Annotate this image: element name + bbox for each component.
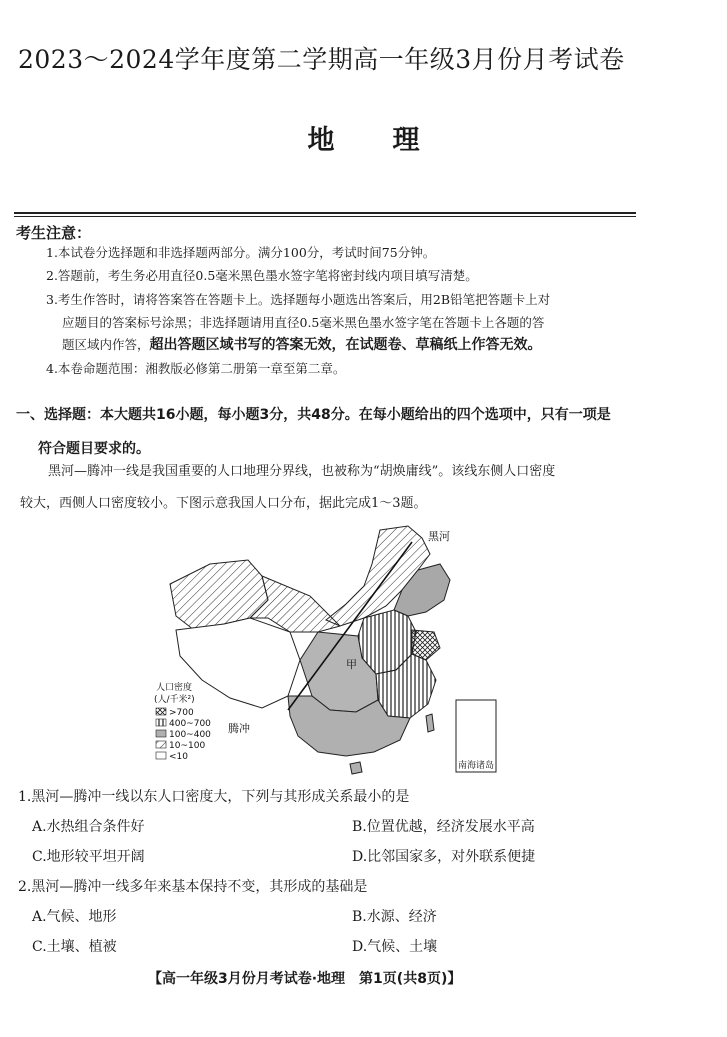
passage-line: 黑河—腾冲一线是我国重要的人口地理分界线，也被称为“胡焕庸线”。该线东侧人口密度: [48, 464, 556, 479]
section-line: 一、选择题：本大题共16小题，每小题3分，共48分。在每小题给出的四个选项中，只有一项是: [16, 407, 611, 423]
legend-label: <10: [169, 752, 188, 762]
legend-swatch: [156, 730, 166, 737]
divider-rule: [14, 212, 636, 214]
legend-label: >700: [169, 708, 194, 718]
legend-label: 400~700: [169, 719, 211, 729]
legend-title: 人口密度: [156, 683, 193, 693]
legend-swatch: [156, 719, 166, 726]
notice-item: [62, 332, 662, 358]
question-option: D.比邻国家多，对外联系便捷: [352, 849, 536, 865]
legend-unit: (人/千米²): [154, 695, 195, 705]
map-label-jia: 甲: [346, 658, 357, 671]
exam-title: 2023～2024学年度第二学期高一年级3月份月考试卷: [18, 45, 625, 74]
notice-item: 应题目的答案标号涂黑；非选择题请用直径0.5毫米黑色墨水签字笔在答题卡上各题的答: [62, 315, 545, 330]
legend-label: 100~400: [169, 730, 211, 740]
map-inset-label: 南海诸岛: [458, 761, 495, 771]
population-map: [150, 520, 505, 778]
population-map-svg: [150, 520, 505, 778]
question-option: D.气候、土壤: [352, 939, 438, 955]
map-label-heihe: 黑河: [428, 530, 450, 543]
notice-item: 2.答题前，考生务必用直径0.5毫米黑色墨水签字笔将密封线内项目填写清楚。: [46, 268, 478, 283]
passage-line: 较大，西侧人口密度较小。下图示意我国人口分布，据此完成1～3题。: [20, 496, 427, 511]
question-option: C.土壤、植被: [32, 939, 117, 955]
question-option: C.地形较平坦开阔: [32, 849, 145, 865]
map-label-tengchong: 腾冲: [228, 722, 250, 735]
question-option: B.水源、经济: [352, 909, 437, 925]
question-stem: 1.黑河—腾冲一线以东人口密度大，下列与其形成关系最小的是: [18, 789, 410, 805]
question-stem: 2.黑河—腾冲一线多年来基本保持不变，其形成的基础是: [18, 879, 368, 895]
map-region-hainan: [350, 762, 362, 774]
map-region-taiwan: [426, 714, 434, 732]
notice-item-text: 题区域内作答，: [62, 337, 150, 352]
page-footer: 【高一年级3月份月考试卷·地理 第1页(共8页)】: [148, 971, 462, 987]
section-line: 符合题目要求的。: [38, 441, 150, 457]
notice-emphasis: 超出答题区域书写的答案无效，在试题卷、草稿纸上作答无效。: [149, 337, 542, 353]
question-option: A.气候、地形: [32, 909, 117, 925]
subject-title: 地理: [307, 125, 478, 156]
notice-item: 3.考生作答时，请将答案答在答题卡上。选择题每小题选出答案后，用2B铅笔把答题卡上对: [46, 292, 551, 307]
notice-item: 4.本卷命题范围：湘教版必修第二册第一章至第二章。: [46, 361, 346, 376]
legend-swatch: [156, 708, 166, 715]
question-option: B.位置优越，经济发展水平高: [352, 819, 535, 835]
legend-label: 10~100: [169, 741, 206, 751]
notice-heading: 考生注意：: [16, 224, 92, 242]
question-option: A.水热组合条件好: [32, 819, 145, 835]
legend-swatch: [156, 741, 166, 748]
legend-swatch: [156, 752, 166, 759]
divider-rule: [14, 216, 636, 217]
notice-item: 1.本试卷分选择题和非选择题两部分。满分100分，考试时间75分钟。: [46, 245, 436, 260]
